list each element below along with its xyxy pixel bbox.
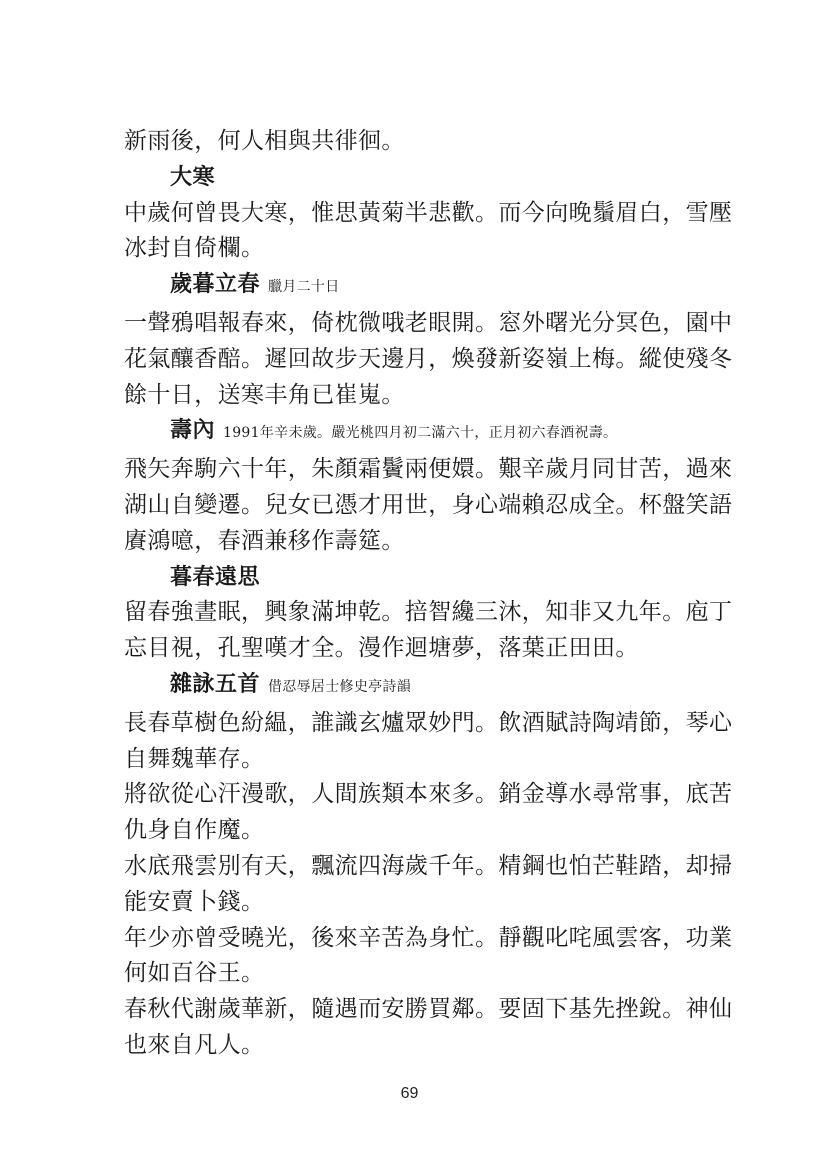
poem-note: 臘月二十日 [268,279,340,296]
text-line: 何如百谷王。 [124,960,265,987]
text-line: 將欲從心汗漫歌，人間族類本來多。銷金導水尋常事，底苦 [124,781,733,808]
page-body [124,124,733,1064]
poem-title: 大寒 [170,164,216,190]
poem-heading [124,160,727,196]
text-line: 湖山自變遷。兒女已憑才用世，身心端賴忍成全。杯盤笑語 [124,491,733,518]
text-line: 春秋代謝歲華新，隨遇而安勝買鄰。要固下基先挫銳。神仙 [124,996,733,1023]
poem-note: 1991年辛未歲。嚴光桃四月初二滿六十，正月初六春酒祝壽。 [223,425,618,442]
poem-heading [124,667,727,706]
text-line: 餘十日，送寒丰角已崔嵬。 [124,381,405,408]
text-line: 水底飛雲別有天，飄流四海歲千年。精鋼也怕芒鞋踏，却掃 [124,852,733,879]
text-line: 忘目視，孔聖嘆才全。漫作迴塘夢，落葉正田田。 [124,635,639,662]
page-number: 69 [400,1085,419,1102]
poem-title: 歲暮立春 [170,272,261,298]
text-line: 一聲鴉唱報春來，倚枕微哦老眼開。窓外曙光分冥色，園中 [124,309,733,336]
poem-title: 暮春遠思 [170,564,261,590]
text-line: 中歲何曾畏大寒，惟思黃菊半悲歡。而今向晚鬚眉白，雪壓 [124,199,733,226]
text-line: 留春強晝眠，興象滿坤乾。掊智纔三沐，知非又九年。庖丁 [124,599,733,626]
text-line: 賡鴻噫，春酒兼移作壽筵。 [124,527,405,554]
text-line: 冰封自倚欄。 [124,235,265,262]
text-line: 飛矢奔駒六十年，朱顏霜鬢兩便嬛。艱辛歲月同甘苦，過來 [124,456,733,483]
text-line: 花氣釀香醅。遲回故步天邊月，煥發新姿嶺上梅。縱使殘冬 [124,345,733,372]
text-line: 也來自凡人。 [124,1031,265,1058]
poem-title: 雜詠五首 [170,671,261,697]
text-line: 自舞魏華存。 [124,745,265,772]
poem-note: 借忍辱居士修史亭詩韻 [268,678,412,695]
poem-heading [124,267,727,306]
text-line: 仇身自作魔。 [124,817,265,844]
poem-heading [124,413,727,452]
poem-heading [124,560,727,596]
text-line: 年少亦曾受曉光，後來辛苦為身忙。靜觀叱咤風雲客，功業 [124,924,733,951]
poem-title: 壽內 [170,418,216,444]
text-line: 長春草樹色紛緼，誰識玄爐眾妙門。飲酒賦詩陶靖節，琴心 [124,709,733,736]
text-line: 能安賣卜錢。 [124,888,265,915]
text-line: 新雨後，何人相與共徘徊。 [124,128,405,154]
